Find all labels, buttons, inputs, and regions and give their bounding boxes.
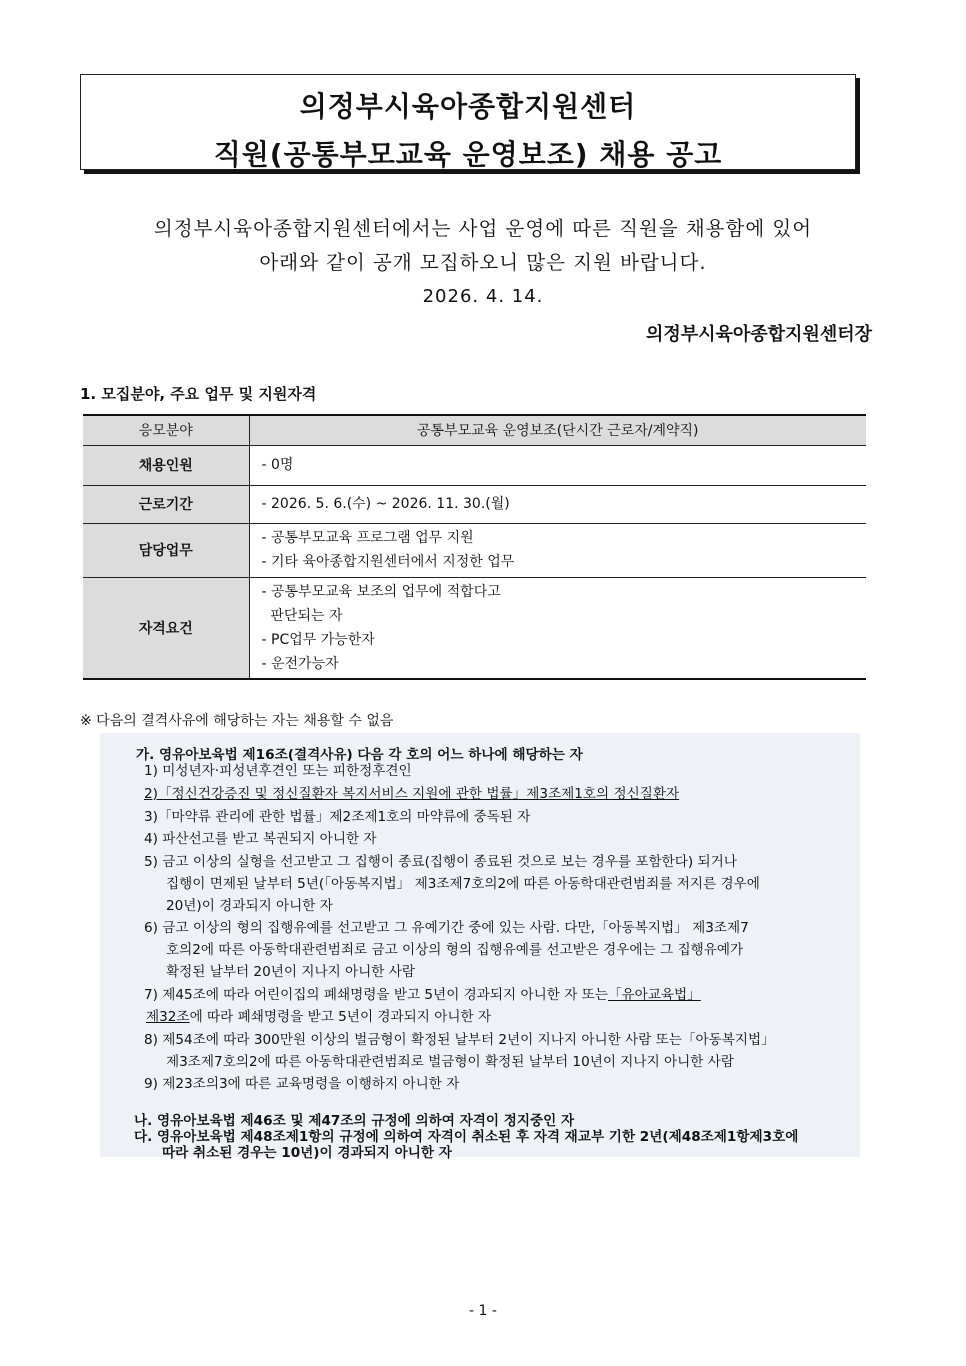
row-label: 담당업무 bbox=[83, 523, 249, 577]
row-value: 공통부모교육 운영보조(단시간 근로자/계약직) bbox=[249, 415, 866, 445]
list-item-continued: 호의2에 따른 아동학대관련범죄로 금고 이상의 형의 집행유예를 선고받은 경우에는 그 집행유예가 bbox=[166, 942, 744, 958]
clause-na: 나. 영유아보육법 제46조 및 제47조의 규정에 의하여 자격이 정지중인 자 bbox=[134, 1113, 575, 1129]
clause-da: 다. 영유아보육법 제48조제1항의 규정에 의하여 자격이 취소된 후 자격 재교부 기한 2년(제48조제1항제3호에 bbox=[134, 1129, 799, 1145]
disqualification-box bbox=[100, 733, 860, 1161]
list-item-continued bbox=[146, 1005, 491, 1025]
list-item-continued: 20년)이 경과되지 아니한 자 bbox=[166, 898, 333, 914]
table-row bbox=[83, 485, 866, 523]
value-line: - PC업무 가능한자 bbox=[261, 631, 375, 648]
list-item: 9) 제23조의3에 따른 교육명령을 이행하지 아니한 자 bbox=[144, 1076, 460, 1092]
list-item bbox=[144, 983, 701, 1003]
table-row bbox=[83, 577, 866, 679]
row-label: 근로기간 bbox=[83, 485, 249, 523]
list-item-continued: 확정된 날부터 20년이 지나지 아니한 사람 bbox=[166, 964, 416, 980]
list-item: 3)「마약류 관리에 관한 법률」제2조제1호의 마약류에 중독된 자 bbox=[144, 809, 531, 825]
list-item-continued: 제3조제7호의2에 따른 아동학대관련범죄로 벌금형이 확정된 날부터 10년이 지나지 아니한 사람 bbox=[166, 1054, 734, 1070]
signature: 의정부시육아종합지원센터장 bbox=[645, 324, 872, 345]
item7-text-2: 에 따라 폐쇄명령을 받고 5년이 경과되지 아니한 자 bbox=[189, 1009, 492, 1025]
list-item: 8) 제54조에 따라 300만원 이상의 벌금형이 확정된 날부터 2년이 지나지 아니한 사람 또는「아동복지법」 bbox=[144, 1032, 775, 1048]
value-line: - 운전가능자 bbox=[261, 655, 339, 672]
value-line: 판단되는 자 bbox=[261, 607, 343, 624]
row-label: 채용인원 bbox=[83, 445, 249, 485]
intro-line-2: 아래와 같이 공개 모집하오니 많은 지원 바랍니다. bbox=[259, 251, 707, 274]
row-value bbox=[249, 577, 866, 679]
row-value bbox=[249, 445, 866, 485]
value-line: - 기타 육아종합지원센터에서 지정한 업무 bbox=[261, 554, 515, 570]
page-number: - 1 - bbox=[469, 1303, 497, 1319]
value-line: - 공통부모교육 보조의 업무에 적합다고 bbox=[261, 583, 501, 600]
section-1-title: 1. 모집분야, 주요 업무 및 지원자격 bbox=[80, 385, 317, 403]
table-row bbox=[83, 415, 866, 445]
list-item: 5) 금고 이상의 실형을 선고받고 그 집행이 종료(집행이 종료된 것으로 보는 경우를 포함한다) 되거나 bbox=[144, 854, 737, 870]
disqualification-note: ※ 다음의 결격사유에 해당하는 자는 채용할 수 없음 bbox=[80, 713, 394, 729]
title-line-1: 의정부시육아종합지원센터 bbox=[299, 90, 637, 123]
item7-law-ref: 「유아교육법」 bbox=[607, 987, 701, 1003]
announcement-date: 2026. 4. 14. bbox=[422, 286, 544, 307]
value-line: - 공통부모교육 프로그램 업무 지원 bbox=[261, 530, 474, 546]
list-item: 1) 미성년자·피성년후견인 또는 피한정후견인 bbox=[144, 763, 412, 779]
list-item: 2)「정신건강증진 및 정신질환자 복지서비스 지원에 관한 법률」제3조제1호의 정신질환자 bbox=[144, 786, 680, 802]
recruitment-table bbox=[83, 414, 866, 680]
row-label: 자격요건 bbox=[83, 577, 249, 679]
list-item: 6) 금고 이상의 형의 집행유예를 선고받고 그 유예기간 중에 있는 사람. 다만,「아동복지법」 제3조제7 bbox=[144, 920, 749, 936]
clause-ga-title: 가. 영유아보육법 제16조(결격사유) 다음 각 호의 어느 하나에 해당하는 자 bbox=[136, 747, 583, 763]
row-value bbox=[249, 485, 866, 523]
table-row bbox=[83, 523, 866, 577]
list-item: 4) 파산선고를 받고 복권되지 아니한 자 bbox=[144, 831, 377, 847]
table-row bbox=[83, 445, 866, 485]
value-line: - 2026. 5. 6.(수) ~ 2026. 11. 30.(월) bbox=[261, 496, 510, 512]
intro-line-1: 의정부시육아종합지원센터에서는 사업 운영에 따른 직원을 채용함에 있어 bbox=[153, 217, 813, 240]
item7-article-ref: 제32조 bbox=[146, 1009, 190, 1025]
item7-text: 7) 제45조에 따라 어린이집의 폐쇄명령을 받고 5년이 경과되지 아니한 자 또는 bbox=[144, 987, 608, 1003]
title-line-2: 직원(공통부모교육 운영보조) 채용 공고 bbox=[213, 138, 723, 171]
list-item-continued: 집행이 면제된 날부터 5년(「아동복지법」 제3조제7호의2에 따른 아동학대관련범죄를 저지른 경우에 bbox=[166, 876, 760, 892]
row-label: 응모분야 bbox=[83, 415, 249, 445]
value-line: - 0명 bbox=[261, 457, 294, 473]
row-value bbox=[249, 523, 866, 577]
clause-da-continued: 따라 취소된 경우는 10년)이 경과되지 아니한 자 bbox=[162, 1145, 452, 1161]
title-box bbox=[80, 74, 856, 170]
